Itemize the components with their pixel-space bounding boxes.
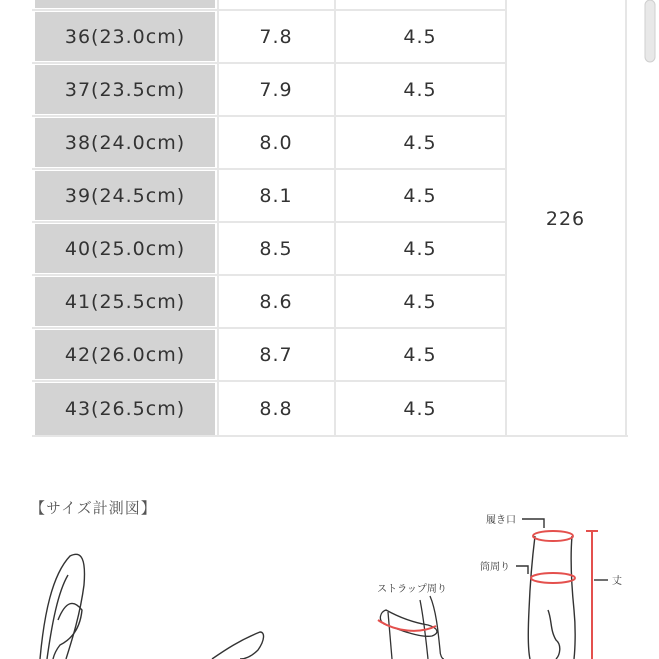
table-cell-col1: 8.5 — [220, 224, 332, 273]
table-cell-col1: 8.8 — [220, 383, 332, 435]
measurement-title: 【サイズ計測図】 — [30, 499, 157, 517]
table-cell-col1: 8.7 — [220, 330, 332, 379]
table-cell-col1: 8.6 — [220, 277, 332, 326]
shaft-label: 筒周り — [480, 562, 510, 573]
table-row-size: 42(26.0cm) — [35, 330, 215, 379]
table-cell-col1: 7.8 — [220, 12, 332, 61]
table-cell-col1: 7.9 — [220, 65, 332, 114]
table-cell-col1: 8.1 — [220, 171, 332, 220]
table-cell-col1: 8.0 — [220, 118, 332, 167]
table-row-size: 37(23.5cm) — [35, 65, 215, 114]
merged-value-cell: 226 — [508, 0, 623, 438]
table-row-size: 43(26.5cm) — [35, 383, 215, 435]
table-cell-col2: 4.5 — [337, 277, 503, 326]
callout-lines — [516, 519, 608, 580]
opening-measure — [531, 531, 598, 659]
table-cell-col2: 4.5 — [337, 383, 503, 435]
table-row-size: 38(24.0cm) — [35, 118, 215, 167]
pump-shoe-illustration — [40, 554, 264, 659]
table-cell-col2: 4.5 — [337, 330, 503, 379]
table-cell-col2: 4.5 — [337, 65, 503, 114]
table-cell-col2: 4.5 — [337, 224, 503, 273]
opening-label: 履き口 — [486, 515, 516, 526]
table-cell-col2: 4.5 — [337, 12, 503, 61]
boot-illustration — [528, 536, 575, 659]
table-cell-col2: 4.5 — [337, 118, 503, 167]
table-row-size: 40(25.0cm) — [35, 224, 215, 273]
table-row-size: 41(25.5cm) — [35, 277, 215, 326]
table-row-size: 36(23.0cm) — [35, 12, 215, 61]
table-row-size: 39(24.5cm) — [35, 171, 215, 220]
height-label: 丈 — [612, 576, 622, 587]
table-cell-col2: 4.5 — [337, 171, 503, 220]
strap-label: ストラップ周り — [377, 584, 447, 595]
